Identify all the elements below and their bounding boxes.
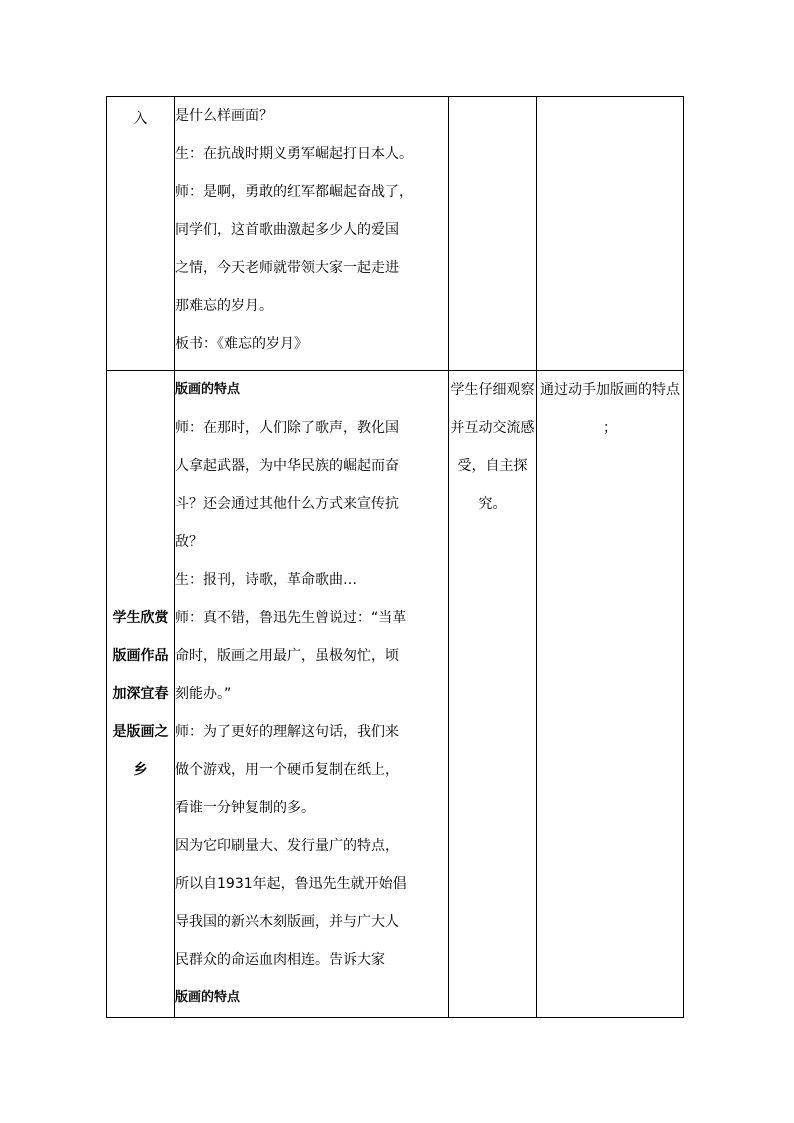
content-line: 师：真不错，鲁迅先生曾说过：“当革: [175, 610, 407, 626]
content-cell: [175, 97, 449, 371]
content-line: 师：为了更好的理解这句话，我们来: [175, 724, 399, 740]
content-cell: [175, 371, 449, 1018]
content-line: 同学们，这首歌曲激起多少人的爱国: [175, 222, 399, 238]
content-line: 导我国的新兴木刻版画，并与广大人: [175, 914, 399, 930]
stage-label: 入: [133, 111, 148, 127]
design-intent-cell: [537, 371, 684, 1018]
content-line: 人拿起武器，为中华民族的崛起而奋: [175, 458, 399, 474]
student-activity-cell: [449, 371, 537, 1018]
table-row: [107, 97, 684, 371]
content-line: 生：报刊，诗歌，革命歌曲…: [175, 572, 357, 588]
content-line: 师：在那时，人们除了歌声，教化国: [175, 420, 399, 436]
content-line: 做个游戏，用一个硬币复制在纸上，: [175, 762, 399, 778]
content-line: 师：是啊，勇敢的红军都崛起奋战了，: [175, 184, 413, 200]
design-intent-text: 通过动手加版画的特点 ；: [540, 382, 680, 436]
content-line: 之情，今天老师就带领大家一起走进: [175, 260, 399, 276]
design-intent-cell: [537, 97, 684, 371]
content-line: 看谁一分钟复制的多。: [175, 800, 315, 816]
content-line: 生：在抗战时期义勇军崛起打日本人。: [175, 146, 413, 162]
content-line: 斗？还会通过其他什么方式来宣传抗: [175, 496, 399, 512]
content-line: 命时，版画之用最广，虽极匆忙，顷: [175, 648, 399, 664]
stage-label: 学生欣赏版画作品加深宜春是版画之乡: [112, 610, 169, 778]
content-line: 刻能办。”: [175, 686, 232, 702]
content-line: 敌？: [175, 534, 203, 550]
section-heading: 版画的特点: [175, 382, 241, 397]
section-footer: 版画的特点: [175, 990, 241, 1005]
student-activity-cell: [449, 97, 537, 371]
content-line: 那难忘的岁月。: [175, 298, 273, 314]
content-line: 所以自1931年起，鲁迅先生就开始倡: [175, 876, 407, 892]
content-line: 是什么样画面？: [175, 108, 273, 124]
lesson-plan-table: [106, 96, 684, 1018]
stage-cell: [107, 371, 175, 1018]
table-row: [107, 371, 684, 1018]
content-line: 民群众的命运血肉相连。告诉大家: [175, 952, 385, 968]
content-line: 板书：《难忘的岁月》: [175, 336, 308, 352]
student-activity-text: 学生仔细观察并互动交流感受，自主探究。: [450, 382, 535, 512]
stage-cell: [107, 97, 175, 371]
content-line: 因为它印刷量大、发行量广的特点，: [175, 838, 399, 854]
